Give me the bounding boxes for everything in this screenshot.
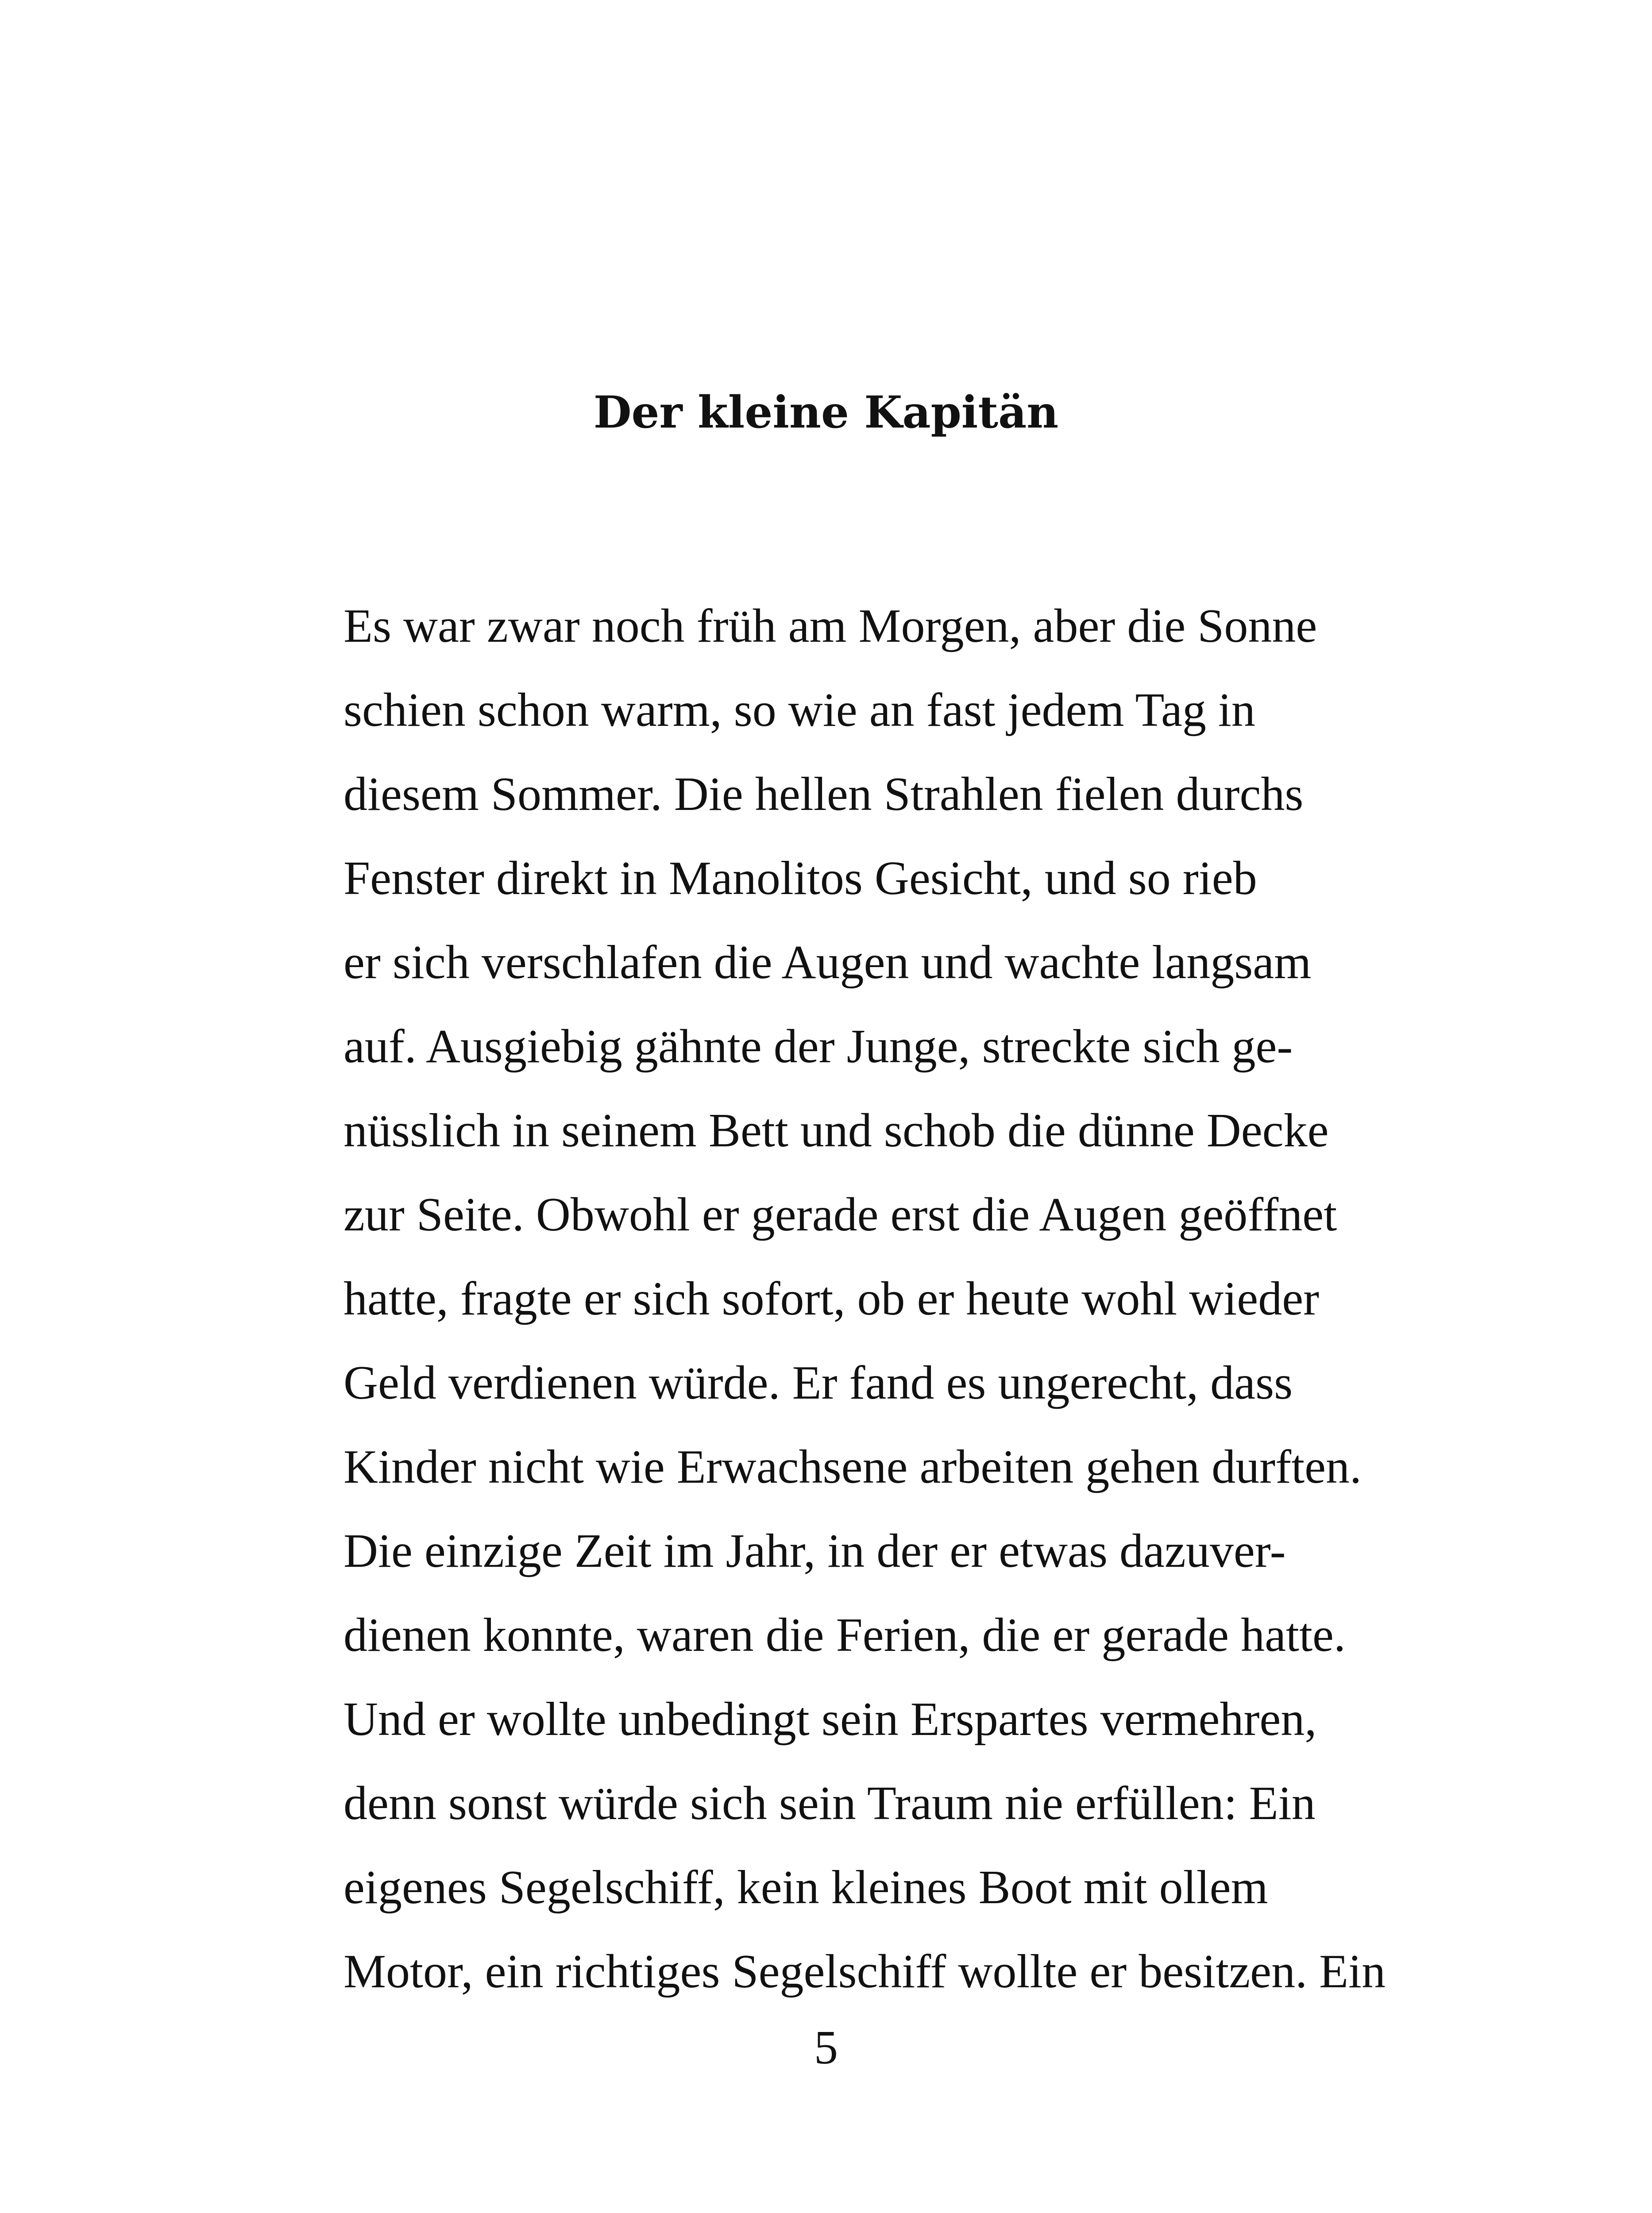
page-number: 5 bbox=[814, 2021, 838, 2074]
body-text bbox=[344, 584, 1386, 2014]
text-line: auf. Ausgiebig gähnte der Junge, streckte sich ge- bbox=[344, 1020, 1293, 1073]
text-line: Motor, ein richtiges Segelschiff wollte er besitzen. Ein bbox=[344, 1945, 1386, 1998]
text-line: eigenes Segelschiff, kein kleines Boot mit ollem bbox=[344, 1861, 1268, 1914]
text-line: Und er wollte unbedingt sein Erspartes vermehren, bbox=[344, 1693, 1317, 1746]
text-line: er sich verschlafen die Augen und wachte langsam bbox=[344, 936, 1312, 989]
text-line: dienen konnte, waren die Ferien, die er gerade hatte. bbox=[344, 1609, 1346, 1662]
text-line: Es war zwar noch früh am Morgen, aber die Sonne bbox=[344, 600, 1317, 652]
text-line: Fenster direkt in Manolitos Gesicht, und so rieb bbox=[344, 852, 1257, 905]
text-line: Kinder nicht wie Erwachsene arbeiten gehen durften. bbox=[344, 1441, 1362, 1493]
text-line: denn sonst würde sich sein Traum nie erfüllen: Ein bbox=[344, 1777, 1316, 1830]
chapter-title: Der kleine Kapitän bbox=[593, 387, 1059, 438]
text-line: nüsslich in seinem Bett und schob die dünne Decke bbox=[344, 1104, 1329, 1157]
text-line: hatte, fragte er sich sofort, ob er heute wohl wieder bbox=[344, 1272, 1320, 1325]
text-line: Die einzige Zeit im Jahr, in der er etwas dazuver- bbox=[344, 1525, 1286, 1577]
text-line: Geld verdienen würde. Er fand es ungerecht, dass bbox=[344, 1357, 1293, 1409]
text-line: zur Seite. Obwohl er gerade erst die Augen geöffnet bbox=[344, 1188, 1337, 1241]
text-line: schien schon warm, so wie an fast jedem Tag in bbox=[344, 684, 1255, 736]
text-line: diesem Sommer. Die hellen Strahlen fielen durchs bbox=[344, 768, 1304, 821]
